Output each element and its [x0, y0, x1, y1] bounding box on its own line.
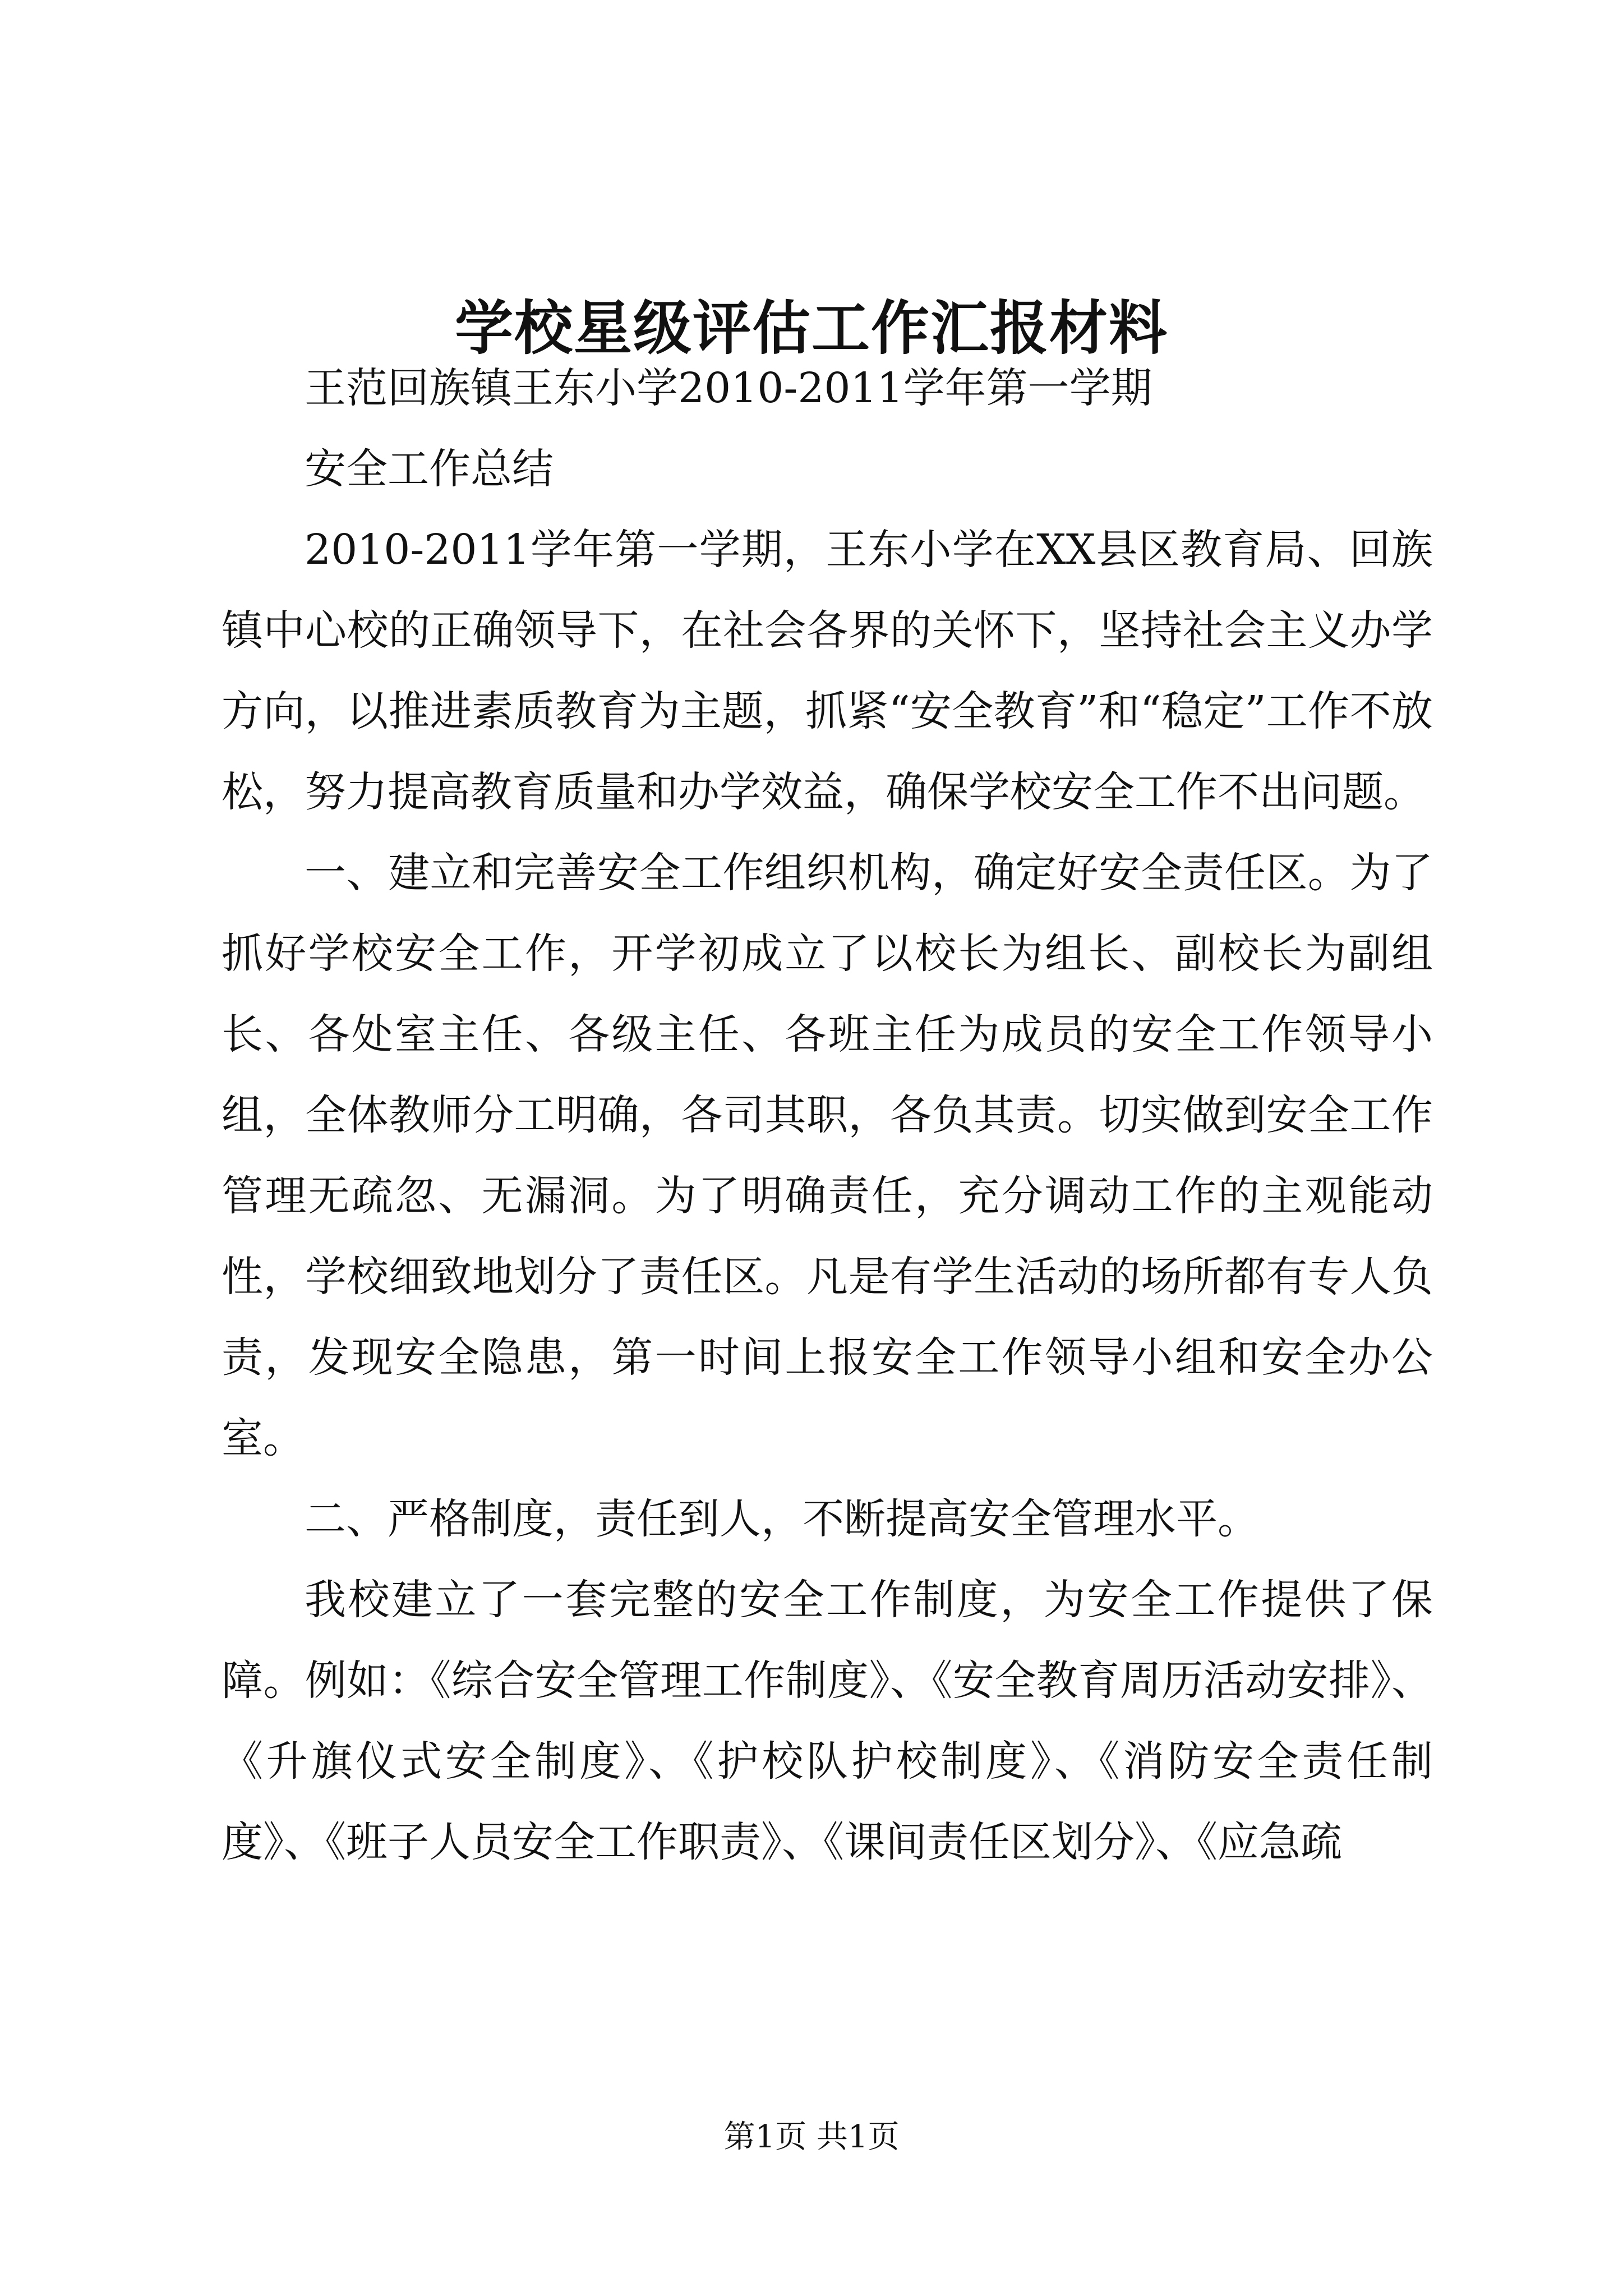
document-body: [222, 348, 1433, 1883]
body-paragraph: 一、建立和完善安全工作组织机构，确定好安全责任区。为了抓好学校安全工作，开学初成立了以校长为组长、副校长为副组长、各处室主任、各级主任、各班主任为成员的安全工作领导小组，全体教师分工明确，各司其职，各负其责。切实做到安全工作管理无疏忽、无漏洞。为了明确责任，充分调动工作的主观能动性，学校细致地划分了责任区。凡是有学生活动的场所都有专人负责，发现安全隐患，第一时间上报安全工作领导小组和安全办公室。: [222, 849, 1433, 1462]
body-paragraph: 2010-2011学年第一学期，王东小学在XX县区教育局、回族镇中心校的正确领导下，在社会各界的关怀下，坚持社会主义办学方向，以推进素质教育为主题，抓紧“安全教育”和“稳定”工作不放松，努力提高教育质量和办学效益，确保学校安全工作不出问题。: [222, 526, 1433, 816]
body-paragraph: 我校建立了一套完整的安全工作制度，为安全工作提供了保障。例如：《综合安全管理工作制度》、《安全教育周历活动安排》、《升旗仪式安全制度》、《护校队护校制度》、《消防安全责任制度》、《班子人员安全工作职责》、《课间责任区划分》、《应急疏: [222, 1576, 1433, 1866]
page-number-footer: 第1页 共1页: [723, 2119, 900, 2155]
document-title: 学校星级评估工作汇报材料: [454, 293, 1168, 362]
subtitle-line: 安全工作总结: [305, 445, 554, 493]
subtitle-line: 王范回族镇王东小学2010-2011学年第一学期: [305, 364, 1152, 412]
section-heading: 二、严格制度，责任到人，不断提高安全管理水平。: [305, 1495, 1259, 1543]
